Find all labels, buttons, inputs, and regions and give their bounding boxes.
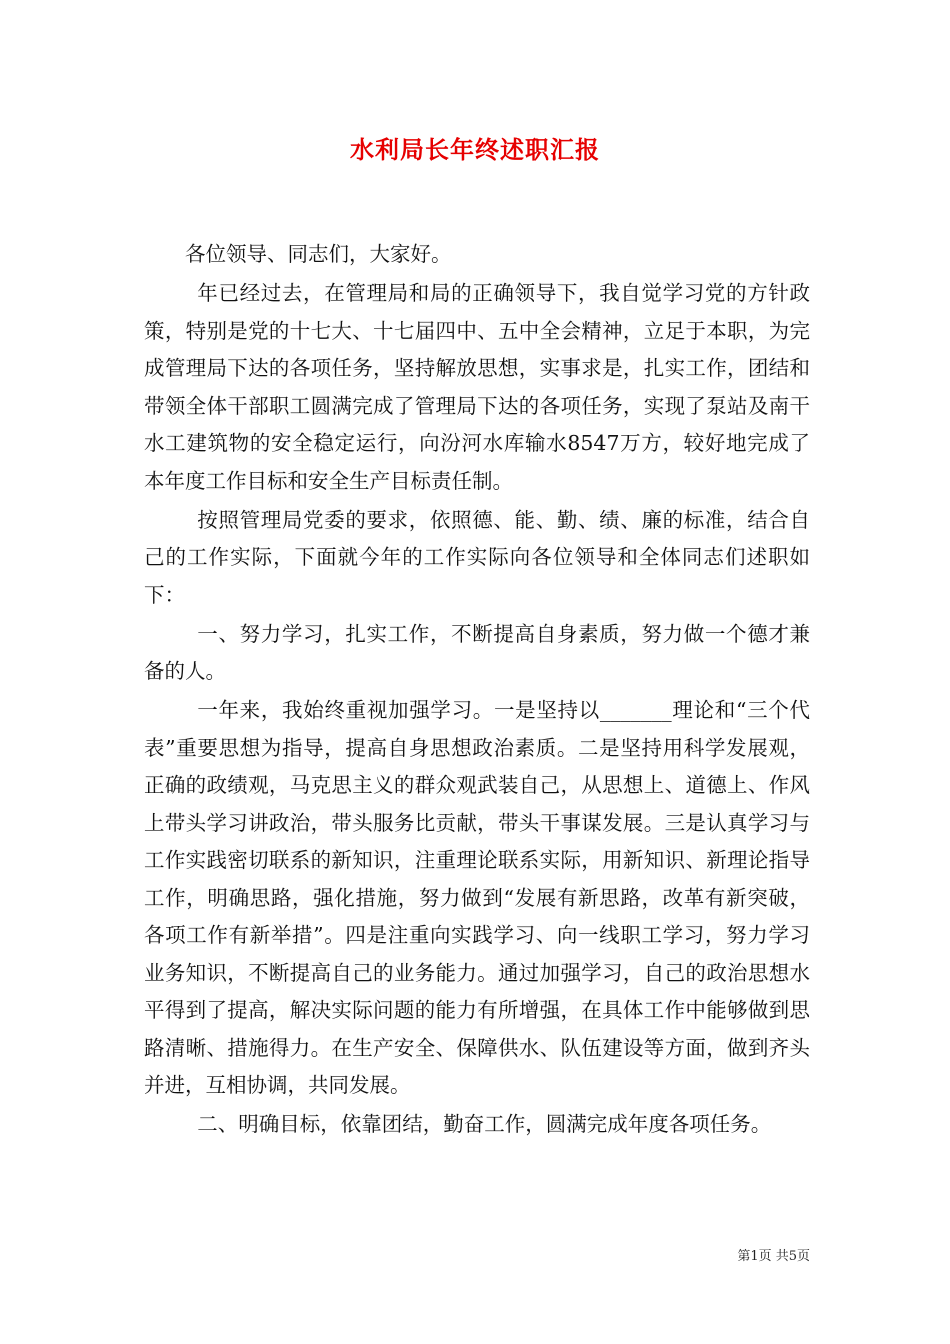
document-body xyxy=(144,236,810,1145)
document-title: 水利局长年终述职汇报 xyxy=(350,135,600,164)
paragraph-study: 一年来，我始终重视加强学习。一是坚持以_______理论和“三个代表”重要思想为指导，提高自身思想政治素质。二是坚持用科学发展观，正确的政绩观，马克思主义的群众观武装自己，从思想上、道德上、作风上带头学习讲政治，带头服务比贡献，带头干事谋发展。三是认真学习与工作实践密切联系的新知识，注重理论联系实际，用新知识、新理论指导工作，明确思路，强化措施，努力做到“发展有新思路，改革有新突破，各项工作有新举措”。四是注重向实践学习、向一线职工学习，努力学习业务知识，不断提高自己的业务能力。通过加强学习，自己的政治思想水平得到了提高，解决实际问题的能力有所增强，在具体工作中能够做到思路清晰、措施得力。在生产安全、保障供水、队伍建设等方面，做到齐头并进，互相协调，共同发展。 xyxy=(144,698,810,1097)
page-number: 第1页 共5页 xyxy=(737,1249,810,1264)
section-heading-1: 一、努力学习，扎实工作，不断提高自身素质，努力做一个德才兼备的人。 xyxy=(144,621,810,683)
paragraph-outline: 按照管理局党委的要求，依照德、能、勤、绩、廉的标准，结合自己的工作实际，下面就今年的工作实际向各位领导和全体同志们述职如下： xyxy=(144,507,810,607)
paragraph-intro: 年已经过去，在管理局和局的正确领导下，我自觉学习党的方针政策，特别是党的十七大、十七届四中、五中全会精神，立足于本职，为完成管理局下达的各项任务，坚持解放思想，实事求是，扎实工作，团结和带领全体干部职工圆满完成了管理局下达的各项任务，实现了泵站及南干水工建筑物的安全稳定运行，向汾河水库输水8547万方，较好地完成了本年度工作目标和安全生产目标责任制。 xyxy=(144,281,810,493)
paragraph-greeting: 各位领导、同志们，大家好。 xyxy=(185,242,452,266)
section-heading-2: 二、明确目标，依靠团结，勤奋工作，圆满完成年度各项任务。 xyxy=(197,1112,772,1136)
